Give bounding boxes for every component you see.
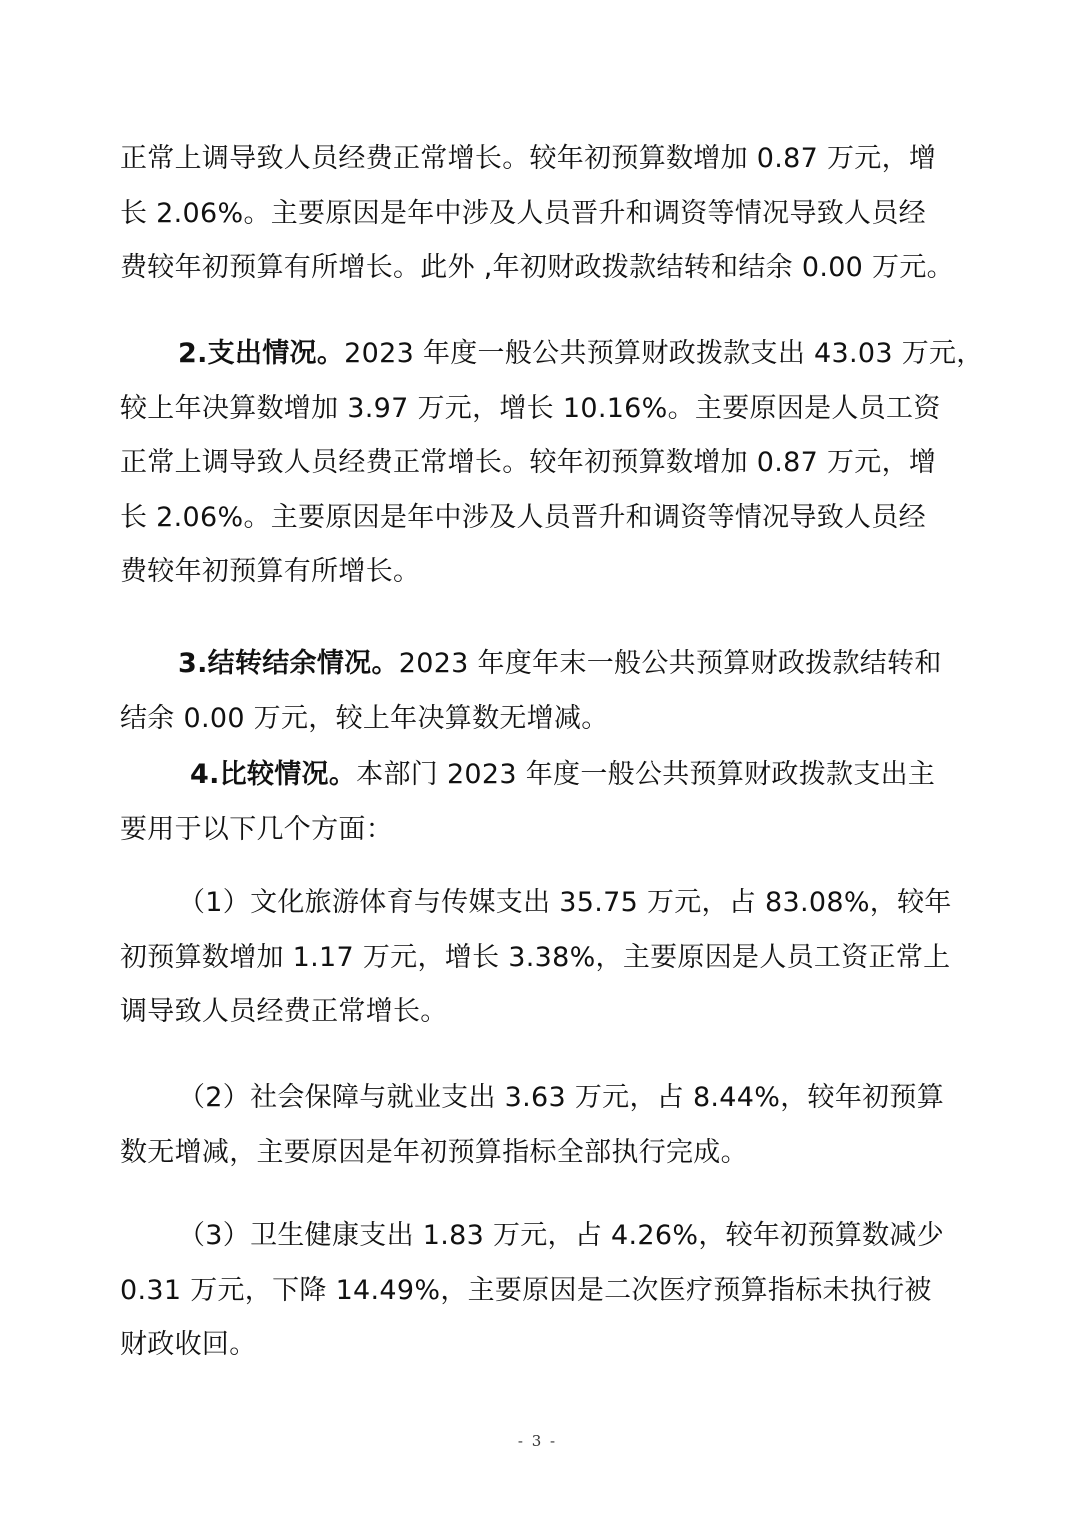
- section-heading: 4.比较情况。: [190, 759, 357, 790]
- text-line: 较上年决算数增加 3.97 万元，增长 10.16%。主要原因是人员工资: [120, 392, 941, 424]
- text-line: 费较年初预算有所增长。: [120, 556, 421, 587]
- text-line: 要用于以下几个方面：: [120, 813, 393, 845]
- paragraph-item-2: [120, 1071, 970, 1180]
- text-line-first: （3）卫生健康支出 1.83 万元，占 4.26%，较年初预算数减少: [178, 1220, 945, 1251]
- text-line-first: [120, 327, 984, 382]
- text-line: 正常上调导致人员经费正常增长。较年初预算数增加 0.87 万元，增: [120, 143, 937, 174]
- text-line: 长 2.06%。主要原因是年中涉及人员晋升和调资等情况导致人员经: [120, 197, 926, 229]
- text-run: 本部门 2023 年度一般公共预算财政拨款支出主: [356, 759, 936, 790]
- text-line: 财政收回。: [120, 1329, 257, 1360]
- text-line-first: （1）文化旅游体育与传媒支出 35.75 万元，占 83.08%，较年: [178, 887, 952, 918]
- text-run: 2023 年度年末一般公共预算财政拨款结转和: [398, 648, 942, 679]
- page-number: - 3 -: [517, 1432, 558, 1450]
- text-line-first: [120, 637, 970, 692]
- text-line: 0.31 万元，下降 14.49%，主要原因是二次医疗预算指标未执行被: [120, 1274, 932, 1306]
- text-line: 费较年初预算有所增长。此外 ,年初财政拨款结转和结余 0.00 万元。: [120, 252, 954, 283]
- text-run: 2023 年度一般公共预算财政拨款支出 43.03 万元，: [344, 338, 984, 369]
- text-line: 初预算数增加 1.17 万元，增长 3.38%，主要原因是人员工资正常上: [120, 941, 951, 973]
- paragraph-comparison: [120, 748, 970, 857]
- section-heading: 3.结转结余情况。: [178, 648, 399, 679]
- paragraph-item-1: [120, 876, 970, 1040]
- text-line-first: [120, 748, 970, 803]
- paragraph-item-3: [120, 1209, 970, 1373]
- paragraph-continuation: [120, 132, 970, 296]
- text-line: 结余 0.00 万元，较上年决算数无增减。: [120, 702, 609, 734]
- text-line: 调导致人员经费正常增长。: [120, 996, 448, 1027]
- text-line: 长 2.06%。主要原因是年中涉及人员晋升和调资等情况导致人员经: [120, 501, 926, 533]
- text-line: 数无增减，主要原因是年初预算指标全部执行完成。: [120, 1136, 748, 1168]
- paragraph-carryover: [120, 637, 970, 746]
- text-line: 正常上调导致人员经费正常增长。较年初预算数增加 0.87 万元，增: [120, 447, 937, 478]
- section-heading: 2.支出情况。: [178, 338, 345, 369]
- paragraph-expenditure: [120, 327, 984, 600]
- text-line-first: （2）社会保障与就业支出 3.63 万元，占 8.44%，较年初预算: [178, 1082, 945, 1113]
